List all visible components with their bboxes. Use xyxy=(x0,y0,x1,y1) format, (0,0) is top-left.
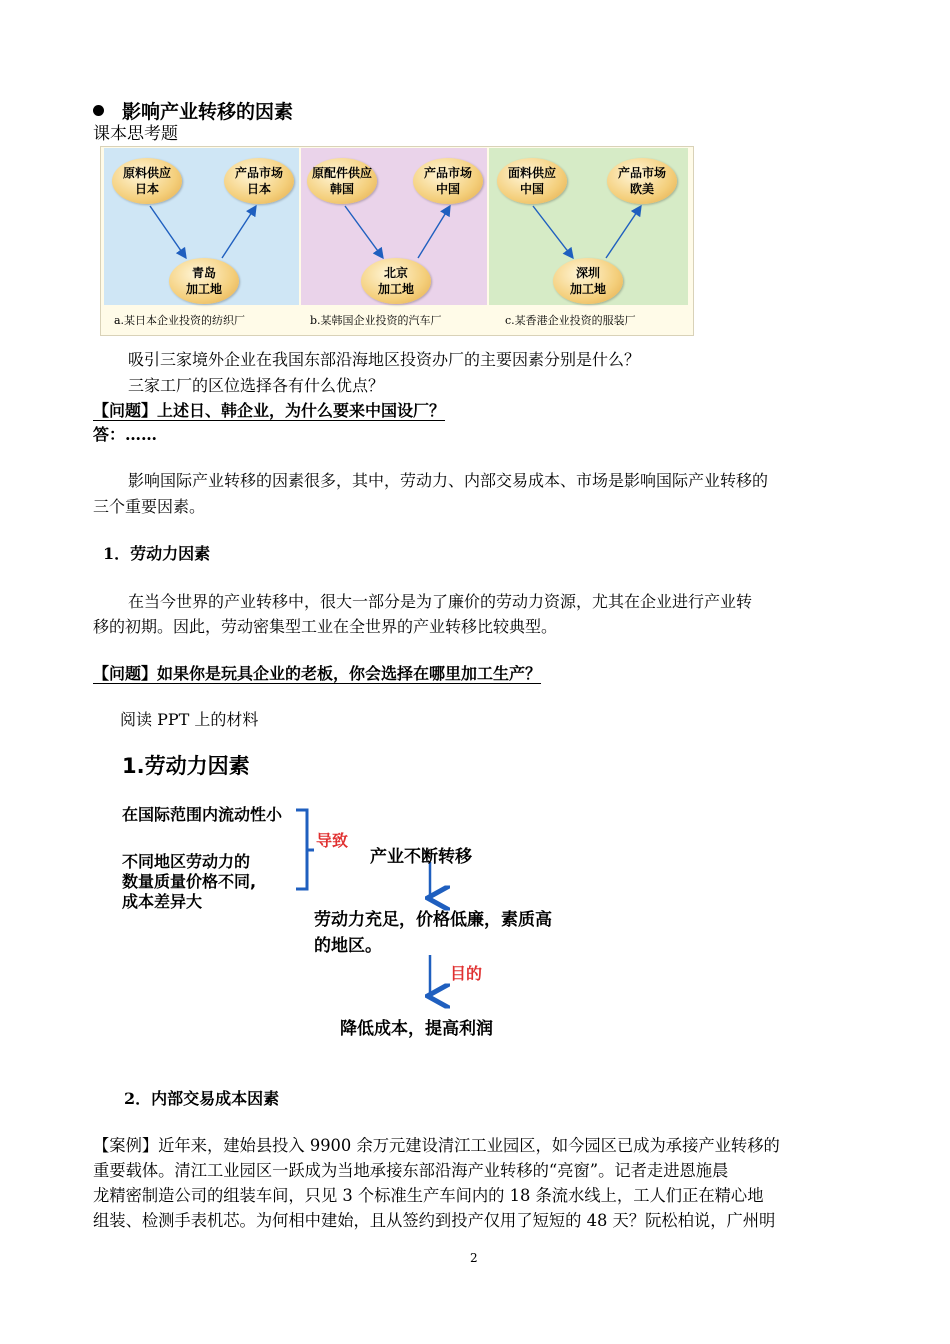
arrow-site-to-market xyxy=(222,206,256,258)
arrow-source-to-site xyxy=(150,206,186,258)
ppt-purpose: 降低成本，提高利润 xyxy=(340,1019,493,1039)
page-number: 2 xyxy=(470,1251,478,1265)
node-market: 产品市场 欧美 xyxy=(607,158,677,204)
node-site: 北京 加工地 xyxy=(361,258,431,304)
arrow-source-to-site xyxy=(533,206,573,258)
section-title: 影响产业转移的因素 xyxy=(122,101,294,123)
question-1: 吸引三家境外企业在我国东部沿海地区投资办厂的主要因素分别是什么？ xyxy=(128,350,641,369)
caption-a: a.某日本企业投资的纺织厂 xyxy=(114,314,246,327)
ppt-cause-2: 不同地区劳动力的 数量质量价格不同, 成本差异大 xyxy=(122,852,257,911)
factor-1-line-1: 在当今世界的产业转移中，很大一部分是为了廉价的劳动力资源，尤其在企业进行产业转 xyxy=(128,592,753,611)
caption-b: b.某韩国企业投资的汽车厂 xyxy=(310,314,442,327)
brace-icon xyxy=(296,810,307,889)
ppt-lead-to: 导致 xyxy=(316,831,349,850)
answer: 答：…… xyxy=(93,425,158,444)
case-line-1: 【案例】近年来，建始县投入 9900 余万元建设清江工业园区，如今园区已成为承接产业转移的 xyxy=(93,1136,780,1155)
ppt-target: 劳动力充足，价格低廉，素质高 的地区。 xyxy=(314,910,552,956)
problem-2: 【问题】如果你是玩具企业的老板，你会选择在哪里加工生产？ xyxy=(93,664,542,683)
case-line-4: 组装、检测手表机芯。为何相中建始，且从签约到投产仅用了短短的 48 天？阮松柏说，广州明 xyxy=(93,1211,776,1230)
arrow-site-to-market xyxy=(606,206,641,258)
arrow-site-to-market xyxy=(418,206,450,258)
node-source: 面料供应 中国 xyxy=(497,158,567,204)
case-line-3: 龙精密制造公司的组装车间，只见 3 个标准生产车间内的 18 条流水线上，工人们正在精心地 xyxy=(93,1186,764,1205)
intro-line-1: 影响国际产业转移的因素很多，其中，劳动力、内部交易成本、市场是影响国际产业转移的 xyxy=(128,471,769,490)
factor-1-line-2: 移的初期。因此，劳动密集型工业在全世界的产业转移比较典型。 xyxy=(93,617,558,636)
node-site: 深圳 加工地 xyxy=(553,258,623,304)
ppt-title: 1.劳动力因素 xyxy=(122,754,250,778)
node-site: 青岛 加工地 xyxy=(169,258,239,304)
ppt-result: 产业不断转移 xyxy=(370,847,472,867)
intro-line-2: 三个重要因素。 xyxy=(93,497,206,516)
ppt-purpose-label: 目的 xyxy=(450,964,483,983)
factor-2-title: 2．内部交易成本因素 xyxy=(124,1089,280,1108)
factor-1-title: 1．劳动力因素 xyxy=(103,544,211,563)
arrow-source-to-site xyxy=(345,206,383,258)
case-line-2: 重要载体。清江工业园区一跃成为当地承接东部沿海产业转移的“亮窗”。记者走进恩施晨 xyxy=(93,1161,729,1180)
caption-c: c.某香港企业投资的服装厂 xyxy=(505,314,636,327)
read-ppt: 阅读 PPT 上的材料 xyxy=(120,710,259,729)
figure-arrows xyxy=(0,0,950,340)
node-source: 原配件供应 韩国 xyxy=(307,158,377,204)
ppt-cause-1: 在国际范围内流动性小 xyxy=(122,805,283,824)
node-source: 原料供应 日本 xyxy=(112,158,182,204)
subtitle: 课本思考题 xyxy=(93,124,178,144)
problem-1: 【问题】上述日、韩企业，为什么要来中国设厂？ xyxy=(93,401,446,420)
question-2: 三家工厂的区位选择各有什么优点？ xyxy=(128,376,385,395)
node-market: 产品市场 中国 xyxy=(413,158,483,204)
node-market: 产品市场 日本 xyxy=(224,158,294,204)
